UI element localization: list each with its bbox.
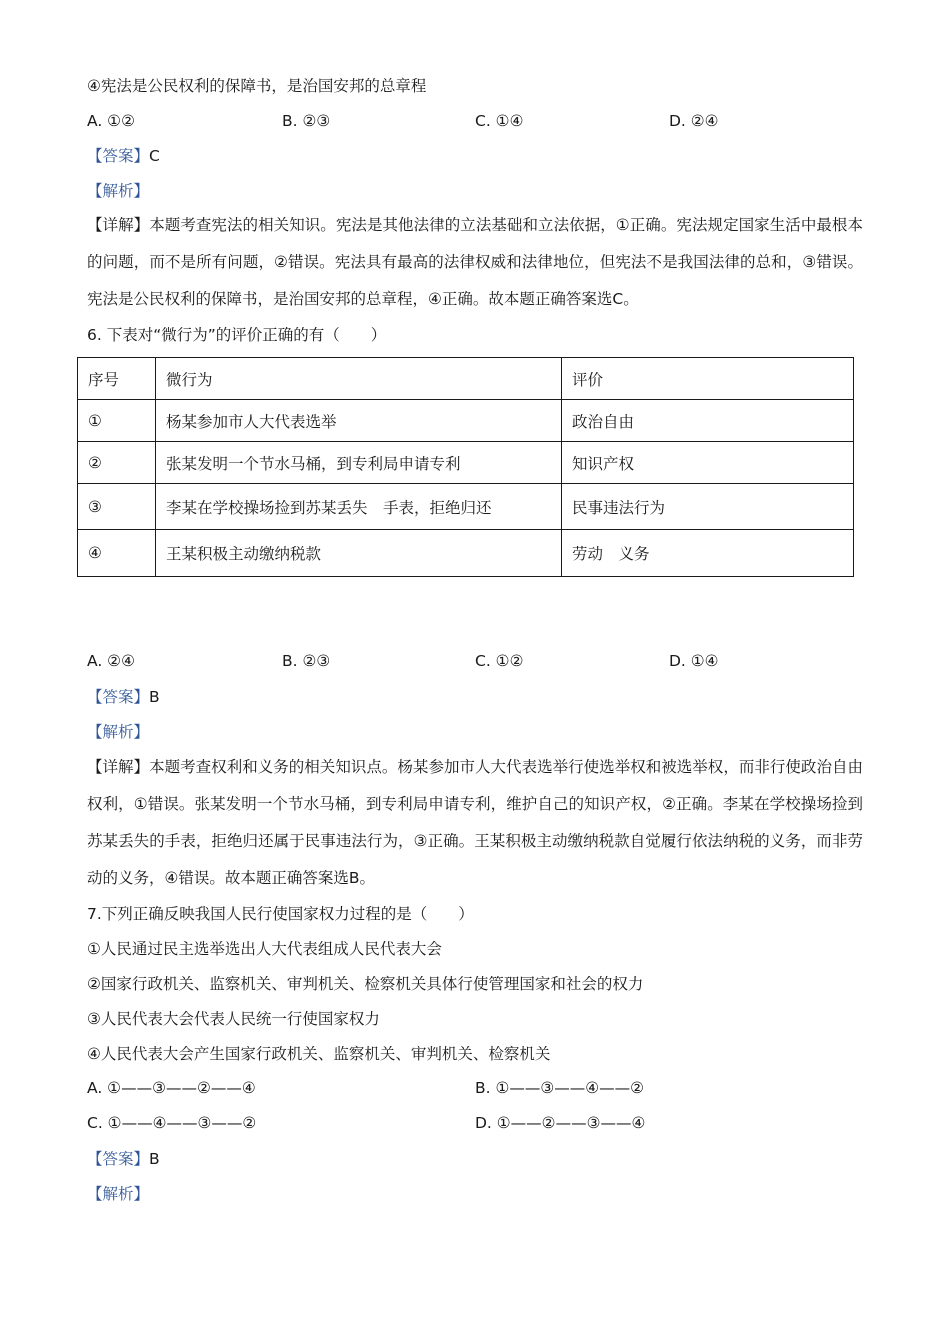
q7-statement-4: ④人民代表大会产生国家行政机关、监察机关、审判机关、检察机关 — [87, 1045, 551, 1063]
q7-answer-line — [87, 1149, 160, 1169]
q6-answer-line — [87, 687, 160, 707]
table-cell: 张某发明一个节水马桶，到专利局申请专利 — [156, 442, 562, 484]
table-row — [78, 484, 854, 530]
q7-statement-2: ②国家行政机关、监察机关、审判机关、检察机关具体行使管理国家和社会的权力 — [87, 975, 644, 993]
answer-tag: 【答案】 — [87, 1150, 150, 1168]
table-cell: 李某在学校操场捡到苏某丢失 手表，拒绝归还 — [156, 484, 562, 530]
q7-option-c: C. ①——④——③——② — [87, 1114, 257, 1132]
q7-stem: 7.下列正确反映我国人民行使国家权力过程的是（ ） — [87, 905, 474, 923]
analysis-tag: 【解析】 — [87, 182, 150, 200]
table-cell: ③ — [78, 484, 156, 530]
answer-tag: 【答案】 — [87, 147, 150, 165]
analysis-tag: 【解析】 — [87, 723, 150, 741]
detail-tag: 【详解】 — [87, 216, 150, 234]
table-cell: 杨某参加市人大代表选举 — [156, 400, 562, 442]
q6-option-d: D. ①④ — [669, 652, 719, 670]
q7-analysis-tag — [87, 1184, 149, 1204]
detail-text: 本题考查权利和义务的相关知识点。杨某参加市人大代表选举行使选举权和被选举权，而非行使政治自由权利，①错误。张某发明一个节水马桶，到专利局申请专利，维护自己的知识产权，②正确。李某在学校操场捡到苏某丢失的手表，拒绝归还属于民事违法行为，③正确。王某积极主动缴纳税款自觉履行依法纳税的义务，而非劳动的义务，④错误。故本题正确答案选B。 — [87, 758, 863, 887]
header-cell-behavior: 微行为 — [156, 358, 562, 400]
q7-statement-3: ③人民代表大会代表人民统一行使国家权力 — [87, 1010, 380, 1028]
table-cell: 劳动 义务 — [562, 530, 854, 577]
q5-analysis-tag — [87, 181, 149, 201]
q5-statement-4: ④宪法是公民权利的保障书，是治国安邦的总章程 — [87, 77, 427, 95]
q5-answer-line — [87, 146, 160, 166]
q5-option-a: A. ①② — [87, 112, 135, 130]
table-row — [78, 530, 854, 577]
q6-option-c: C. ①② — [475, 652, 524, 670]
table-cell: ② — [78, 442, 156, 484]
q6-option-b: B. ②③ — [282, 652, 331, 670]
header-cell-evaluation: 评价 — [562, 358, 854, 400]
q7-option-b: B. ①——③——④——② — [475, 1079, 645, 1097]
table-cell: 王某积极主动缴纳税款 — [156, 530, 562, 577]
header-cell-number: 序号 — [78, 358, 156, 400]
q7-statement-1: ①人民通过民主选举选出人大代表组成人民代表大会 — [87, 940, 442, 958]
q7-option-d: D. ①——②——③——④ — [475, 1114, 646, 1132]
answer-value: B — [149, 688, 160, 706]
q5-option-c: C. ①④ — [475, 112, 524, 130]
q5-option-b: B. ②③ — [282, 112, 331, 130]
detail-text: 本题考查宪法的相关知识。宪法是其他法律的立法基础和立法依据，①正确。宪法规定国家生活中最根本的问题，而不是所有问题，②错误。宪法具有最高的法律权威和法律地位，但宪法不是我国法律的总和，③错误。宪法是公民权利的保障书，是治国安邦的总章程，④正确。故本题正确答案选C。 — [87, 216, 863, 308]
table-row — [78, 400, 854, 442]
table-cell: ① — [78, 400, 156, 442]
table-cell: 知识产权 — [562, 442, 854, 484]
table-cell: ④ — [78, 530, 156, 577]
answer-tag: 【答案】 — [87, 688, 150, 706]
q5-option-d: D. ②④ — [669, 112, 719, 130]
answer-value: B — [149, 1150, 160, 1168]
q6-option-a: A. ②④ — [87, 652, 135, 670]
table-row — [78, 442, 854, 484]
q6-detail — [87, 749, 863, 897]
table-cell: 民事违法行为 — [562, 484, 854, 530]
q6-analysis-tag — [87, 722, 149, 742]
q7-option-a: A. ①——③——②——④ — [87, 1079, 256, 1097]
table-cell: 政治自由 — [562, 400, 854, 442]
q6-stem: 6. 下表对“微行为”的评价正确的有（ ） — [87, 326, 387, 344]
detail-tag: 【详解】 — [87, 758, 150, 776]
q5-detail — [87, 207, 863, 318]
analysis-tag: 【解析】 — [87, 1185, 150, 1203]
answer-value: C — [149, 147, 160, 165]
table-header-row — [78, 358, 854, 400]
micro-behavior-table — [77, 357, 854, 577]
